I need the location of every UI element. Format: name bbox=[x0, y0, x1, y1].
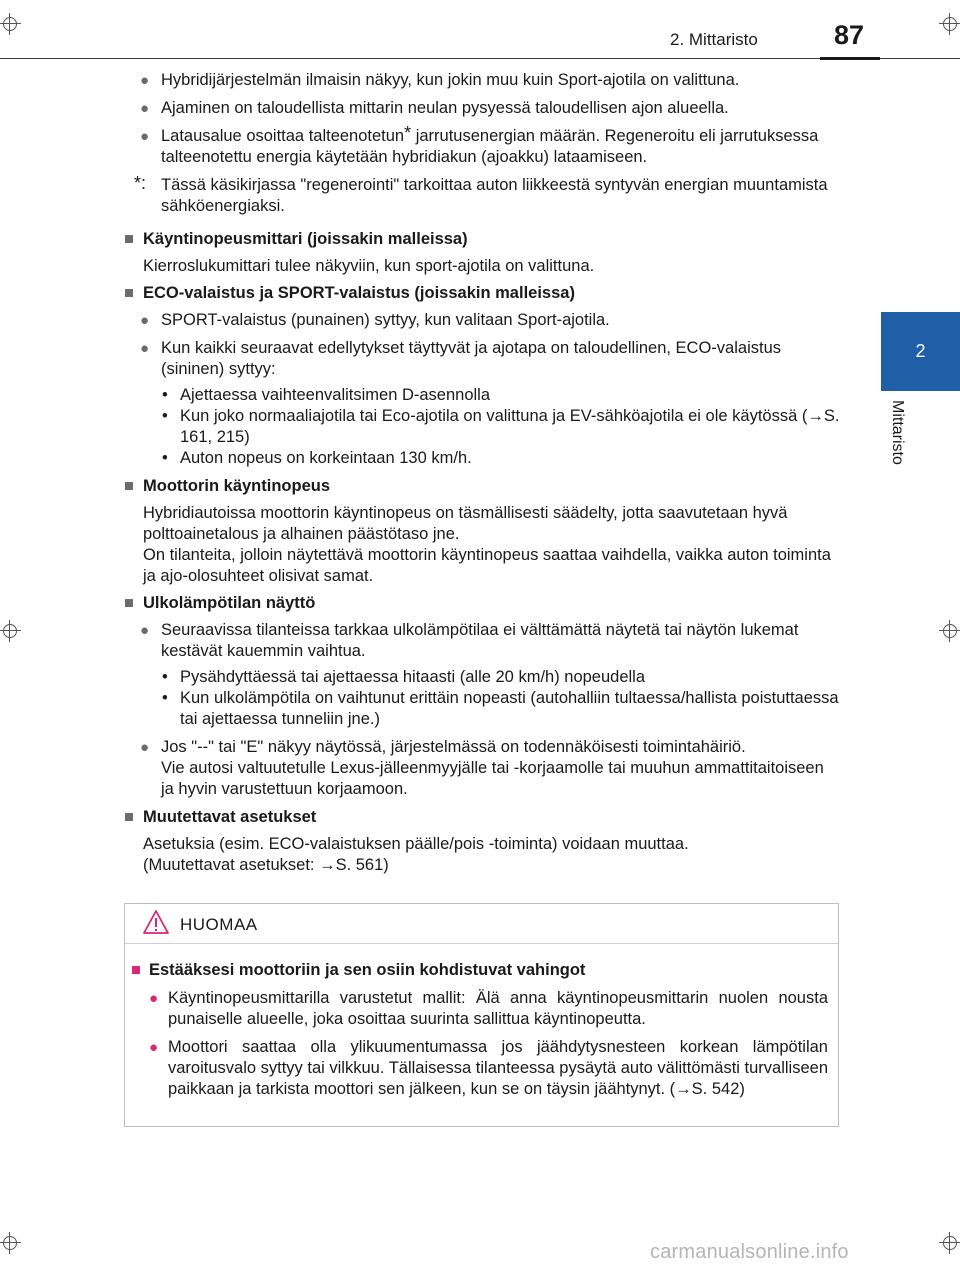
registration-mark bbox=[0, 1232, 21, 1254]
notice-heading: ■ Estääksesi moottoriin ja sen osiin kohdistuvat vahingot bbox=[131, 961, 586, 979]
paragraph: (Muutettavat asetukset: →S. 561) bbox=[143, 856, 389, 874]
registration-mark bbox=[939, 620, 960, 642]
sub-list bbox=[124, 667, 840, 730]
sub-list-item: • Ajettaessa vaihteenvalitsimen D-asennolla bbox=[162, 386, 491, 404]
square-bullet-icon: ■ bbox=[124, 477, 134, 495]
sub-list-item: • Auton nopeus on korkeintaan 130 km/h. bbox=[162, 449, 472, 467]
list-item: ● Hybridijärjestelmän ilmaisin näkyy, kun jokin muu kuin Sport-ajotila on valittuna. bbox=[140, 71, 740, 89]
footnote-asterisk: * bbox=[404, 123, 412, 143]
footnote: *: Tässä käsikirjassa "regenerointi" tarkoittaa auton liikkeestä syntyvän energian muuntamista sähköenergiaksi. bbox=[134, 173, 828, 215]
section-heading: ■ Käyntinopeusmittari (joissakin malleissa) bbox=[124, 230, 468, 248]
list-item: ● Latausalue osoittaa talteenotetun* jarrutusenergian määrän. Regeneroitu eli jarrutuksessa talteenotettu energia käytetään hybridiakun (ajoakku) lataamiseen. bbox=[140, 123, 819, 166]
list-item: ● Ajaminen on taloudellista mittarin neulan pysyessä taloudellisen ajon alueella. bbox=[140, 99, 729, 117]
notice-box bbox=[124, 903, 839, 1127]
bullet-dot-icon: ● bbox=[140, 128, 150, 145]
chapter-label: Mittaristo bbox=[889, 400, 906, 465]
sub-list bbox=[124, 385, 840, 469]
list-item: ● Käyntinopeusmittarilla varustetut mallit: Älä anna käyntinopeusmittarin nuolen nousta punaiselle alueelle, joka osoittaa suurinta sallittua käyntinopeutta. bbox=[149, 989, 828, 1028]
bullet-dot-icon: ● bbox=[140, 100, 150, 117]
paragraph: Hybridiautoissa moottorin käyntinopeus on täsmällisesti säädelty, jotta saavutetaan hyvä polttoainetalous ja alhainen päästötaso jne. bbox=[143, 504, 788, 543]
sub-list-item: • Pysähdyttäessä tai ajettaessa hitaasti (alle 20 km/h) nopeudella bbox=[162, 668, 646, 686]
main-content bbox=[124, 70, 840, 882]
list-item: ● Kun kaikki seuraavat edellytykset täyttyvät ja ajotapa on taloudellinen, ECO-valaistus (sininen) syttyy: bbox=[140, 339, 781, 378]
registration-mark bbox=[0, 620, 21, 642]
registration-mark bbox=[939, 1232, 960, 1254]
warning-triangle-icon bbox=[143, 909, 169, 935]
square-bullet-icon: ■ bbox=[124, 808, 134, 826]
chapter-number: 2 bbox=[915, 341, 926, 361]
footnote-mark: *: bbox=[134, 173, 147, 193]
square-bullet-icon: ■ bbox=[124, 594, 134, 612]
list-item: ● Jos "--" tai "E" näkyy näytössä, järjestelmässä on todennäköisesti toimintahäiriö. Vie autosi valtuutetulle Lexus-jälleenmyyjälle tai -korjaamolle tai muuhun ammattitaitoiseen ja hyvin varustettuun korjaamoon. bbox=[140, 738, 824, 798]
sub-list-item: • Kun joko normaaliajotila tai Eco-ajotila on valittuna ja EV-sähköajotila ei ole käytössä (→S. 161, 215) bbox=[162, 407, 840, 446]
bullet-dot-icon: ● bbox=[140, 312, 150, 329]
notice-title: HUOMAA bbox=[180, 915, 258, 934]
section-heading: ■ Ulkolämpötilan näyttö bbox=[124, 594, 316, 612]
paragraph: Kierroslukumittari tulee näkyviin, kun sport-ajotila on valittuna. bbox=[143, 257, 595, 275]
list-item: ● Seuraavissa tilanteissa tarkkaa ulkolämpötilaa ei välttämättä näytetä tai näytön lukemat kestävät kauemmin vaihtua. bbox=[140, 621, 799, 660]
paragraph: Asetuksia (esim. ECO-valaistuksen päälle/pois -toiminta) voidaan muuttaa. bbox=[143, 835, 689, 853]
list-item: ● SPORT-valaistus (punainen) syttyy, kun valitaan Sport-ajotila. bbox=[140, 311, 610, 329]
header-title: 2. Mittaristo bbox=[670, 30, 758, 49]
bullet-dot-icon: ● bbox=[140, 72, 150, 89]
bullet-dot-icon: ● bbox=[149, 1039, 159, 1056]
header-rule bbox=[0, 58, 960, 59]
page-number: 87 bbox=[834, 20, 865, 50]
section-heading: ■ Moottorin käyntinopeus bbox=[124, 477, 330, 495]
section-heading: ■ Muutettavat asetukset bbox=[124, 808, 317, 826]
bullet-dot-icon: ● bbox=[140, 622, 150, 639]
bullet-dot-icon: ● bbox=[140, 739, 150, 756]
page-header bbox=[0, 0, 960, 60]
notice-body bbox=[125, 944, 838, 1100]
square-bullet-icon: ■ bbox=[131, 961, 141, 979]
watermark: carmanualsonline.info bbox=[650, 1241, 849, 1263]
paragraph: On tilanteita, jolloin näytettävä moottorin käyntinopeus saattaa vaihdella, vaikka auton toiminta ja ajo-olosuhteet olisivat samat. bbox=[143, 546, 831, 585]
bullet-dot-icon: ● bbox=[140, 340, 150, 357]
notice-header bbox=[125, 904, 838, 944]
chapter-tab[interactable] bbox=[881, 312, 960, 391]
section-heading: ■ ECO-valaistus ja SPORT-valaistus (joissakin malleissa) bbox=[124, 284, 575, 302]
bullet-dot-icon: ● bbox=[149, 990, 159, 1007]
list-item: ● Moottori saattaa olla ylikuumentumassa jos jäähdytysnesteen korkean lämpötilan varoitusvalo syttyy tai vilkkuu. Tällaisessa tilanteessa pysäytä auto välittömästi turvalliseen paikkaan ja tarkista moottori sen jälkeen, kun se on täysin jäähtynyt. (→S. 542) bbox=[149, 1038, 828, 1098]
square-bullet-icon: ■ bbox=[124, 284, 134, 302]
sub-list-item: • Kun ulkolämpötila on vaihtunut erittäin nopeasti (autohalliin tultaessa/hallista poistuttaessa tai ajettaessa tunneliin jne.) bbox=[162, 689, 839, 728]
header-rule-accent bbox=[820, 57, 880, 60]
square-bullet-icon: ■ bbox=[124, 230, 134, 248]
